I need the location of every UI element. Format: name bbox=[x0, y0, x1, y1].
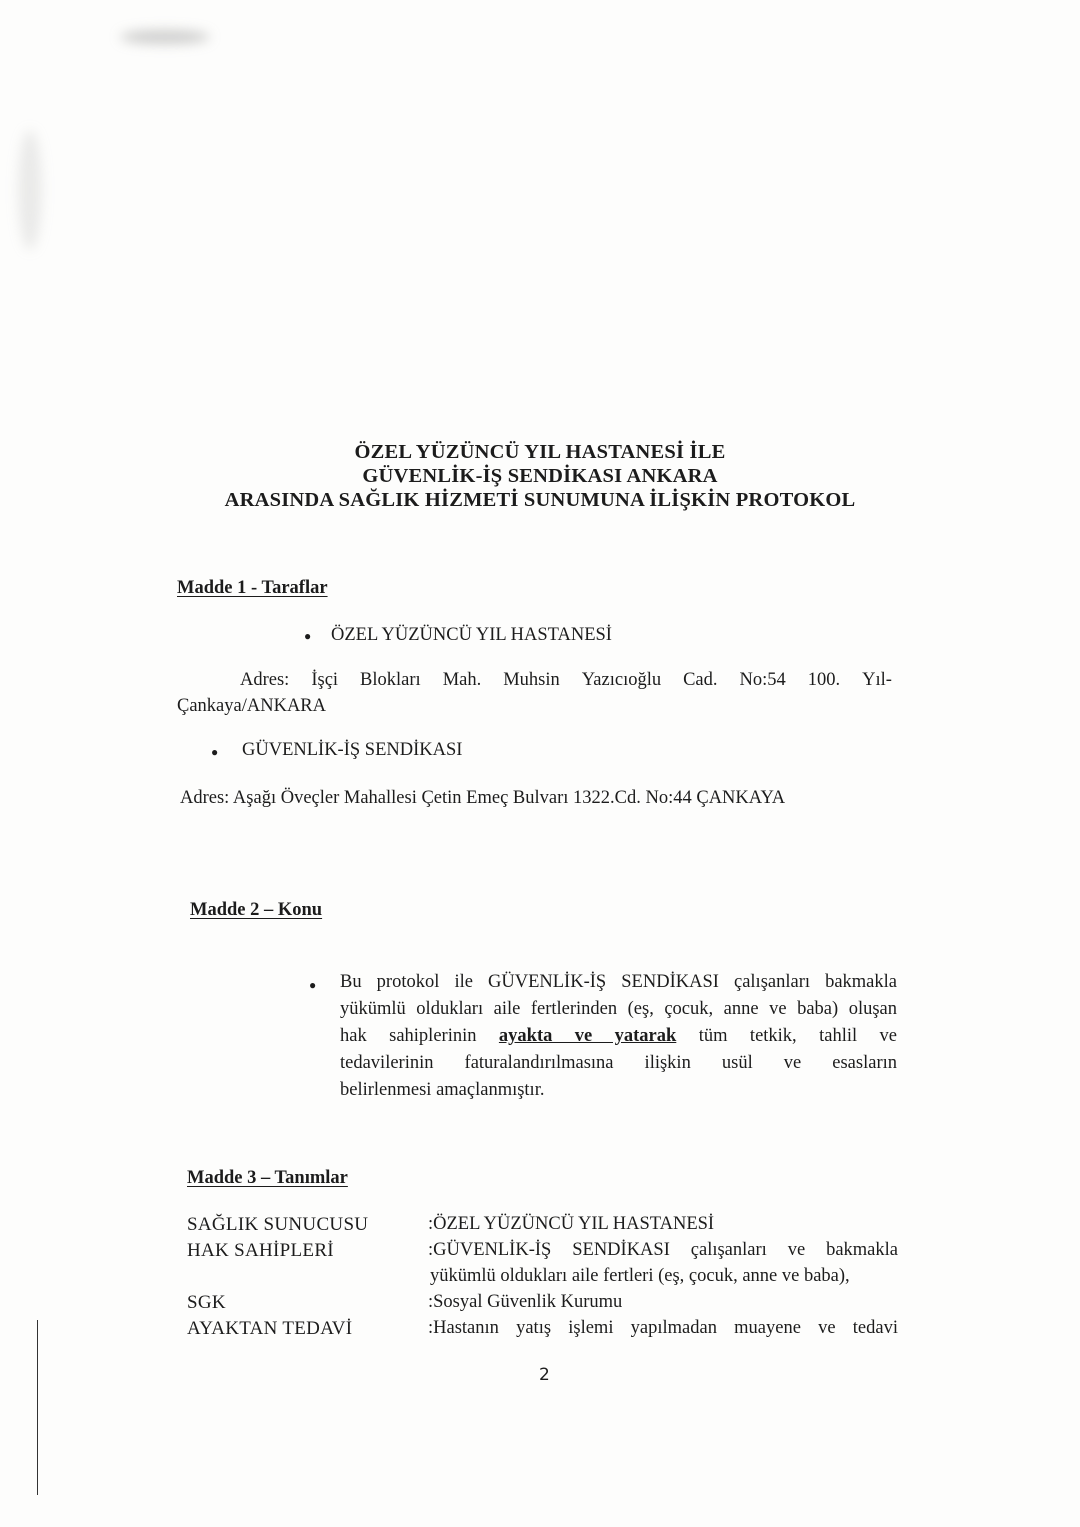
definition-value-ayaktan-tedavi: :Hastanın yatış işlemi yapılmadan muayene ve tedavi bbox=[428, 1318, 898, 1338]
scan-smudge-left bbox=[18, 130, 42, 250]
definition-value-hak-sahipleri-line-2: yükümlü oldukları aile fertleri (eş, çocuk, anne ve baba), bbox=[430, 1266, 850, 1286]
address-word: Muhsin bbox=[503, 670, 560, 690]
address-word: No:54 bbox=[739, 670, 786, 690]
madde2-line-5: belirlenmesi amaçlanmıştır. bbox=[340, 1080, 545, 1100]
address-word: 100. bbox=[807, 670, 841, 690]
party2-name: GÜVENLİK-İŞ SENDİKASI bbox=[242, 740, 463, 760]
madde3-heading: Madde 3 – Tanımlar bbox=[187, 1168, 348, 1188]
madde2-line-2: yükümlü oldukları aile fertlerinden (eş, çocuk, anne ve baba) oluşan bbox=[340, 999, 897, 1019]
address-word: Cad. bbox=[683, 670, 718, 690]
address-word: Blokları bbox=[360, 670, 421, 690]
madde2-heading: Madde 2 – Konu bbox=[190, 900, 323, 920]
madde2-line-3-pre: hak sahiplerinin bbox=[340, 1026, 477, 1046]
party1-name: ÖZEL YÜZÜNCÜ YIL HASTANESİ bbox=[331, 625, 612, 645]
emphasis-ayakta-ve-yatarak: ayakta ve yatarak bbox=[498, 1026, 677, 1046]
document-title-line-1: ÖZEL YÜZÜNCÜ YIL HASTANESİ İLE bbox=[354, 441, 726, 463]
bullet-icon: ● bbox=[211, 745, 219, 759]
document-title-line-3: ARASINDA SAĞLIK HİZMETİ SUNUMUNA İLİŞKİN PROTOKOL bbox=[224, 489, 856, 511]
address-word: Mah. bbox=[442, 670, 482, 690]
page-number: 2 bbox=[539, 1365, 550, 1385]
address-word: İşçi bbox=[311, 670, 339, 690]
bullet-icon: ● bbox=[304, 629, 312, 643]
definition-value-saglik-sunucusu: :ÖZEL YÜZÜNCÜ YIL HASTANESİ bbox=[428, 1214, 715, 1234]
definition-value-sgk: :Sosyal Güvenlik Kurumu bbox=[428, 1292, 623, 1312]
madde1-heading: Madde 1 - Taraflar bbox=[177, 578, 328, 598]
bullet-icon: ● bbox=[309, 978, 317, 992]
party1-address-line2: Çankaya/ANKARA bbox=[177, 696, 327, 716]
scan-smudge-top bbox=[120, 30, 210, 44]
address-word: Adres: bbox=[240, 670, 290, 690]
madde2-line-3-post: tüm tetkik, tahlil ve bbox=[698, 1026, 897, 1046]
document-title-line-2: GÜVENLİK-İŞ SENDİKASI ANKARA bbox=[362, 465, 718, 487]
madde2-line-3 bbox=[340, 1023, 897, 1050]
definition-term-hak-sahipleri: HAK SAHİPLERİ bbox=[187, 1240, 334, 1261]
party1-address-line1 bbox=[240, 667, 892, 694]
madde2-line-1: Bu protokol ile GÜVENLİK-İŞ SENDİKASI çalışanları bakmakla bbox=[340, 972, 897, 992]
address-word: Yazıcıoğlu bbox=[581, 670, 662, 690]
definition-value-hak-sahipleri-line-1: :GÜVENLİK-İŞ SENDİKASI çalışanları ve bakmakla bbox=[428, 1240, 898, 1260]
margin-line bbox=[37, 1320, 38, 1495]
madde2-line-4: tedavilerinin faturalandırılmasına ilişkin usül ve esasların bbox=[340, 1053, 897, 1073]
party2-address: Adres: Aşağı Öveçler Mahallesi Çetin Emeç Bulvarı 1322.Cd. No:44 ÇANKAYA bbox=[180, 788, 786, 808]
definition-term-sgk: SGK bbox=[187, 1292, 226, 1313]
address-word: Yıl- bbox=[862, 670, 892, 690]
definition-term-saglik-sunucusu: SAĞLIK SUNUCUSU bbox=[187, 1214, 369, 1235]
definition-term-ayaktan-tedavi: AYAKTAN TEDAVİ bbox=[187, 1318, 353, 1339]
